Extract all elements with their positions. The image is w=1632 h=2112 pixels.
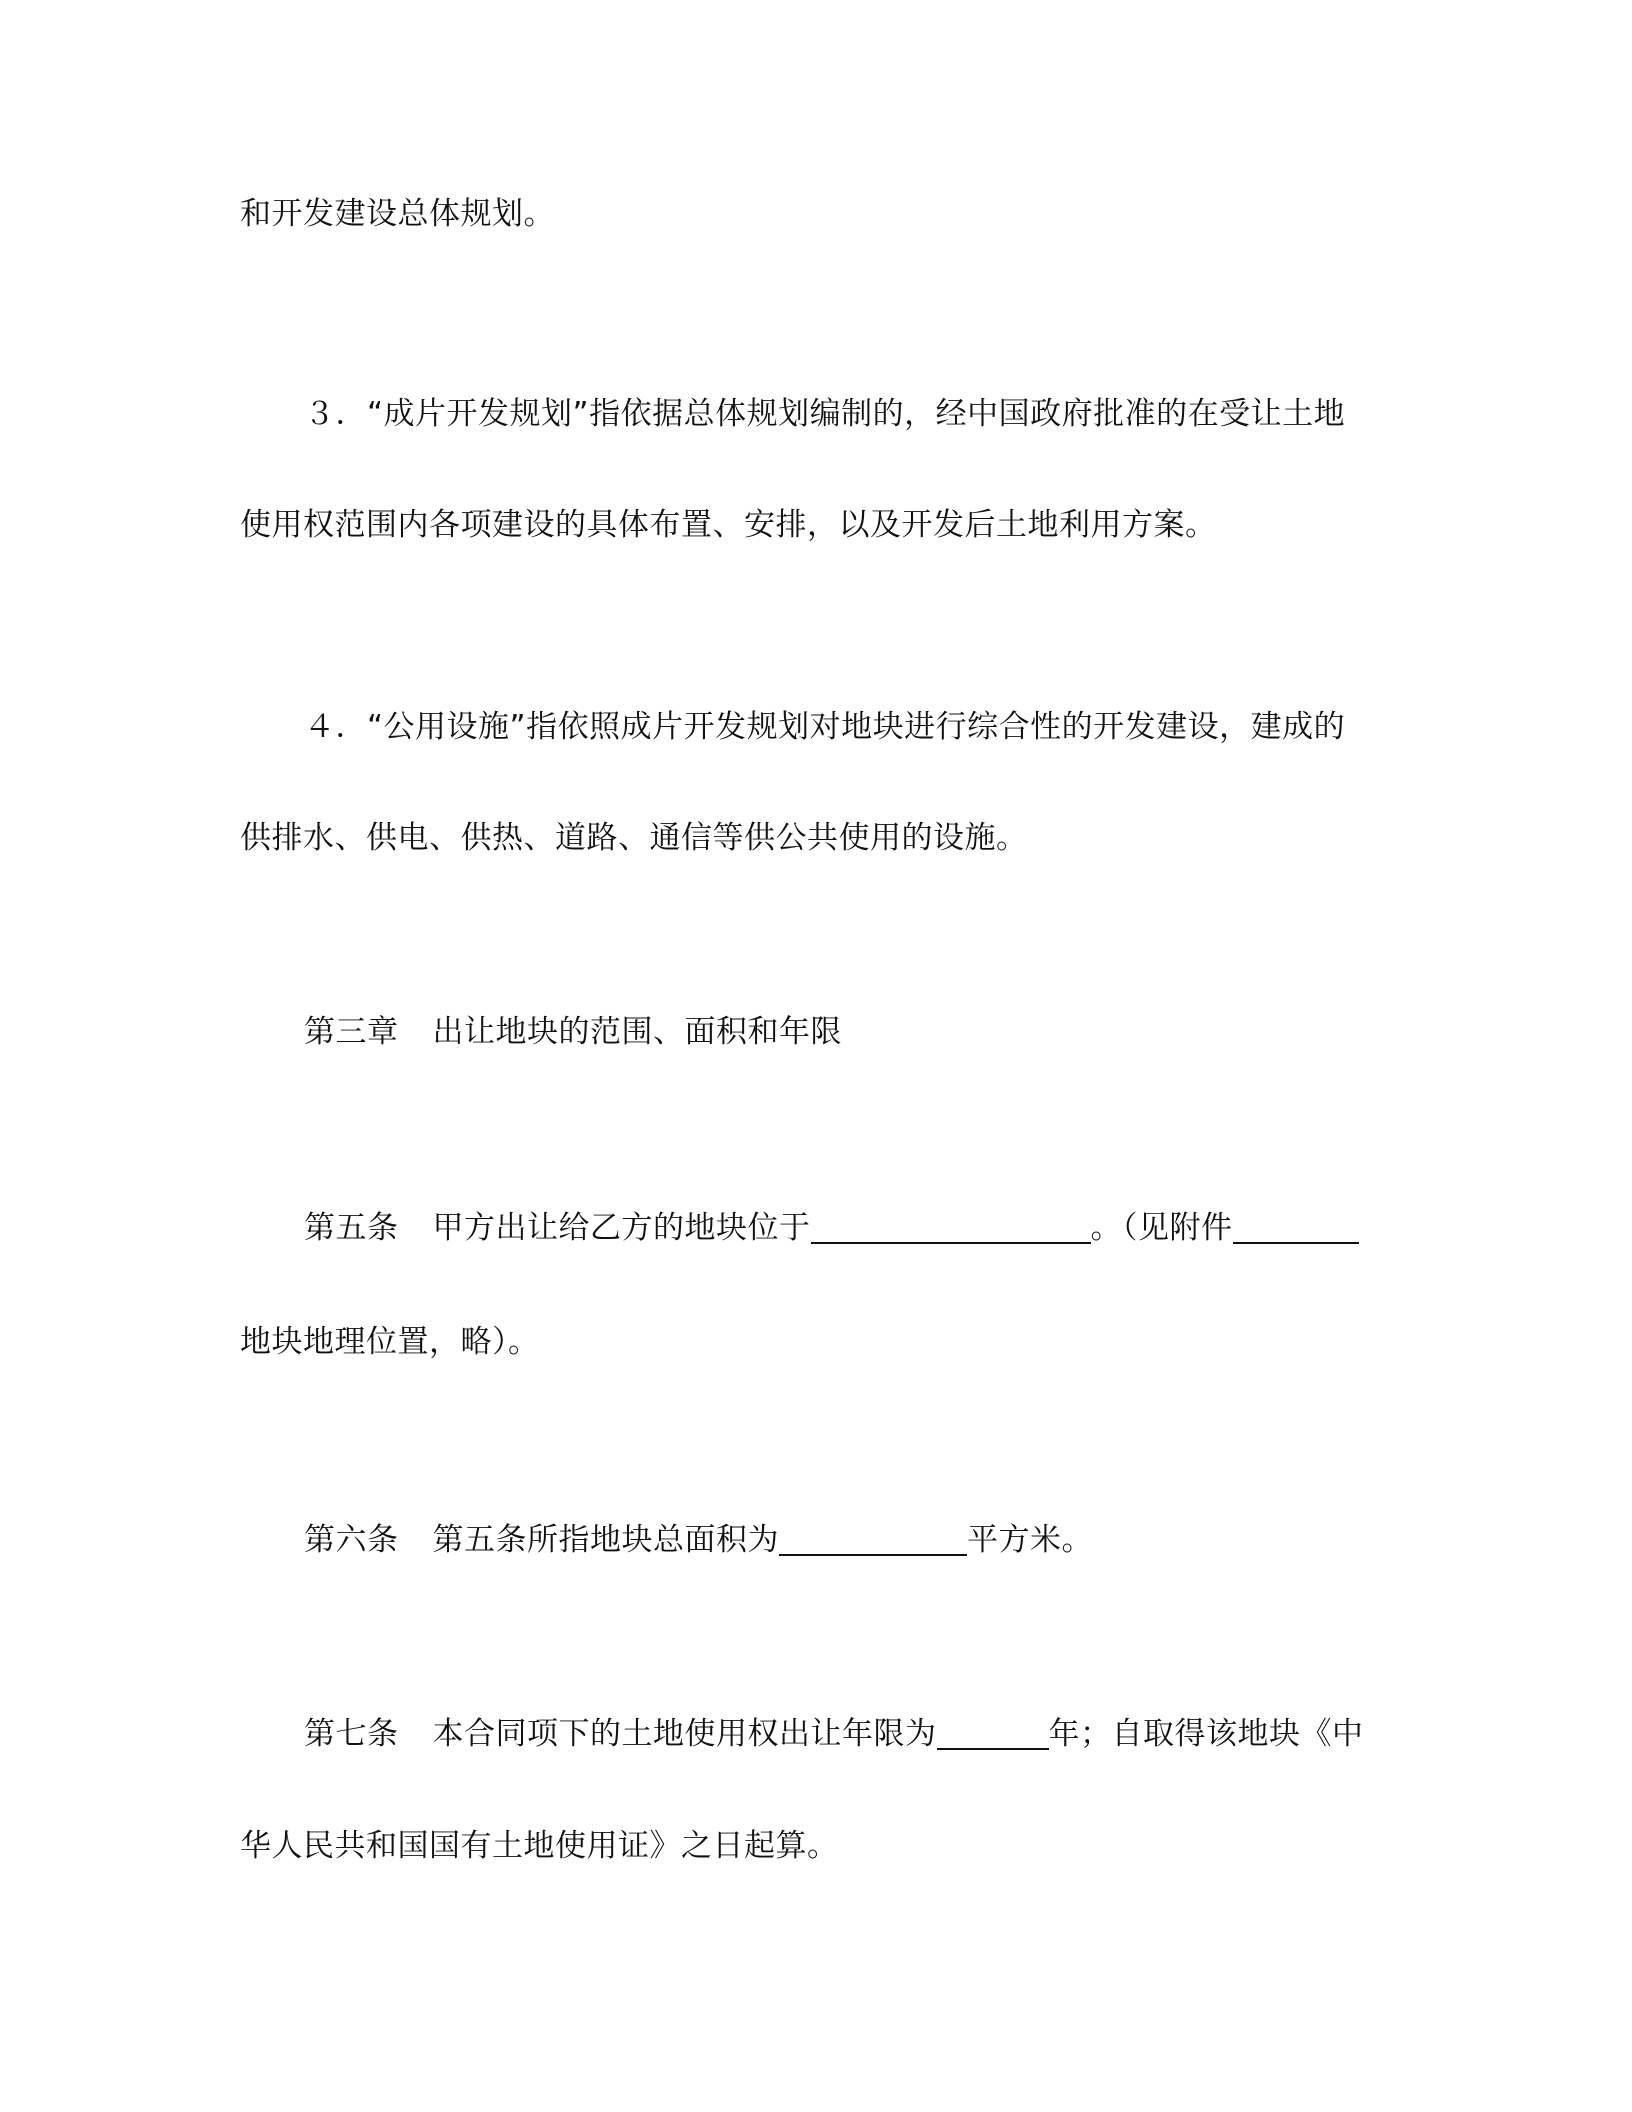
article-5-line-2: 地块地理位置，略）。 bbox=[240, 1324, 540, 1360]
paragraph-line: 和开发建设总体规划。 bbox=[240, 196, 555, 232]
article-text: 平方米。 bbox=[967, 1522, 1093, 1558]
item-4-line-1: ４．“公用设施”指依照成片开发规划对地块进行综合性的开发建设，建成的 bbox=[304, 709, 1346, 745]
item-4-line-2: 供排水、供电、供热、道路、通信等供公共使用的设施。 bbox=[240, 820, 1028, 856]
article-6-line bbox=[304, 1520, 1093, 1560]
chapter-title: 出让地块的范围、面积和年限 bbox=[432, 1014, 842, 1050]
article-7-line-1 bbox=[304, 1714, 1364, 1754]
chapter-3-heading bbox=[304, 1012, 842, 1052]
item-3-line-2: 使用权范围内各项建设的具体布置、安排，以及开发后土地利用方案。 bbox=[240, 507, 1217, 543]
article-text: 。（见附件 bbox=[1090, 1210, 1233, 1246]
article-7-line-2: 华人民共和国国有土地使用证》之日起算。 bbox=[240, 1828, 839, 1864]
article-text: 甲方出让给乙方的地块位于 bbox=[432, 1210, 811, 1246]
attachment-number-blank-field[interactable] bbox=[1233, 1210, 1359, 1244]
location-blank-field[interactable] bbox=[811, 1210, 1091, 1244]
article-text: 本合同项下的土地使用权出让年限为 bbox=[432, 1716, 937, 1752]
article-label: 第六条 bbox=[304, 1522, 399, 1558]
chapter-label: 第三章 bbox=[304, 1014, 399, 1050]
article-5-line-1 bbox=[304, 1208, 1359, 1248]
article-label: 第五条 bbox=[304, 1210, 399, 1246]
term-years-blank-field[interactable] bbox=[937, 1716, 1049, 1750]
item-3-line-1: ３．“成片开发规划”指依据总体规划编制的，经中国政府批准的在受让土地 bbox=[304, 396, 1346, 432]
area-blank-field[interactable] bbox=[779, 1522, 967, 1556]
article-text: 第五条所指地块总面积为 bbox=[432, 1522, 779, 1558]
article-text: 年；自取得该地块《中 bbox=[1048, 1716, 1364, 1752]
article-label: 第七条 bbox=[304, 1716, 399, 1752]
